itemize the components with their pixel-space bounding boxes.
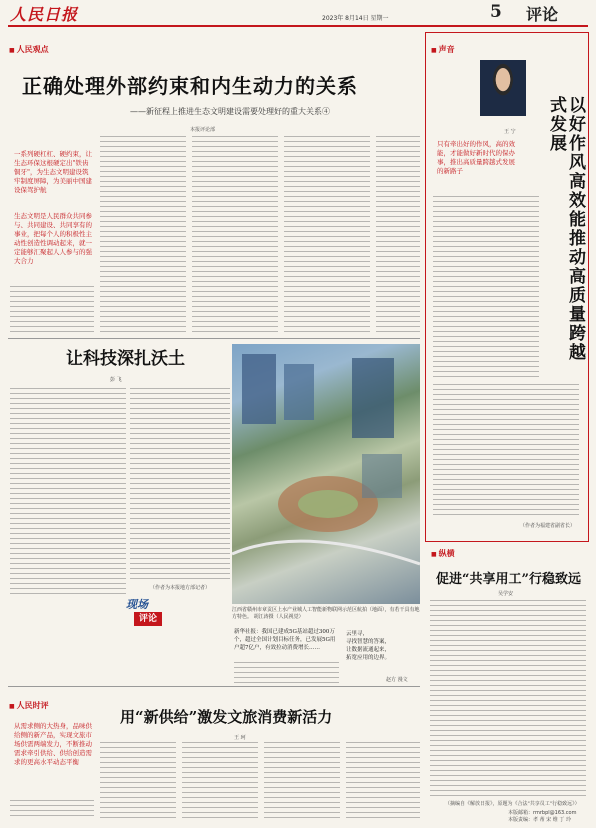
lead-byline: 本报评论部 bbox=[190, 127, 216, 133]
page-name: 评论 bbox=[526, 5, 559, 24]
lead-pullquote-2: 生态文明是人民群众共同参与、共同建设、共同享有的事业，把每个人的积极性主动性创造性调动起来，就一定能够汇聚起人人参与的强大合力 bbox=[14, 212, 92, 265]
lead-body-col-4 bbox=[284, 136, 370, 332]
zongheng-signature: （摘编自《解放日报》，原题为《合法"共享员工"行稳致远》） bbox=[445, 801, 580, 807]
section-label-renmin-guandian: ■ 人民观点 bbox=[9, 44, 49, 55]
zongheng-byline: 吴学安 bbox=[498, 591, 514, 597]
column-signature: （作者为福建省副省长） bbox=[520, 523, 576, 529]
xianchang-brief: 新华社报：我国已建成5G基站超过300万个，超过全国计划目标任务，已发展5G用户超7亿户，有效拉动消费增长…… bbox=[234, 629, 336, 651]
lead-body-col-2 bbox=[100, 136, 186, 332]
column-author: 王 宁 bbox=[504, 129, 516, 135]
feature-byline: 彭 飞 bbox=[110, 377, 122, 383]
bottom-body-col-2 bbox=[100, 742, 176, 820]
masthead bbox=[0, 0, 596, 24]
footer-email: 本版邮箱：rmrbpl@163.com bbox=[508, 810, 577, 816]
xianchang-signature: 赵方 漫文 bbox=[386, 677, 408, 683]
lead-body-col-3 bbox=[192, 136, 278, 332]
column-body-top bbox=[433, 196, 539, 378]
poem-line-3: 让数据流通起来， bbox=[346, 647, 391, 653]
zongheng-body bbox=[430, 600, 586, 796]
lead-body-col-1 bbox=[10, 286, 94, 334]
column-title: 以好作风高效能推动高质量跨越式发展 bbox=[546, 96, 585, 362]
section-label-zongheng: ■ 纵横 bbox=[431, 548, 455, 559]
column-body-bottom bbox=[433, 384, 579, 518]
city-buildings-illustration bbox=[232, 344, 420, 604]
masthead-rule bbox=[8, 25, 588, 27]
author-portrait bbox=[480, 60, 526, 116]
bottom-pullquote: 从需求侧的大热身，品味供给侧的新产品，实现文旅市场供需两端发力，不断推动需求牵引供给、供给创造需求的更高水平动态平衡 bbox=[14, 722, 92, 766]
photo-caption bbox=[232, 607, 420, 621]
bottom-body-col-4 bbox=[264, 742, 340, 820]
bottom-body-col-3 bbox=[182, 742, 258, 820]
footer-editors: 本版责编：孝 蒂 宋 维 丁 玲 bbox=[508, 817, 571, 823]
feature-headline: 让科技深扎沃土 bbox=[66, 349, 185, 369]
city-aerial-photo bbox=[232, 344, 420, 604]
page-number: 5 bbox=[490, 2, 502, 22]
xianchang-pinglun-logo bbox=[126, 596, 166, 632]
poem-line-4: 拓宽应用的边界。 bbox=[346, 655, 391, 661]
feature-body-col-1 bbox=[10, 388, 126, 594]
logo-top-text: 现场 bbox=[126, 598, 148, 611]
bottom-section-rule bbox=[8, 686, 420, 687]
photo-caption-credit: 胡江涛摄（人民视觉） bbox=[253, 614, 304, 620]
feature-signature: （作者为本报地方部记者） bbox=[150, 585, 211, 591]
feature-body-col-2 bbox=[130, 388, 230, 582]
lead-headline: 正确处理外部约束和内生动力的关系 bbox=[22, 74, 358, 98]
lead-bottom-rule bbox=[8, 338, 420, 339]
photo-caption-text: 江西省赣州市章贡区上水产业城人工智能新物联网示范区航拍（地面），有若干具有地方特色。 bbox=[232, 607, 420, 620]
xianchang-brief-body bbox=[234, 662, 339, 684]
zongheng-headline: 促进“共享用工”行稳致远 bbox=[436, 572, 581, 587]
lead-pullquote-1: 一系列硬杠杠、硬约束，让生态环保这根硬定出"铁齿铜牙"，为生态文明建设筑牢制度屏障，为美丽中国建设保驾护航 bbox=[14, 150, 92, 194]
section-label-renmin-shiping: ■ 人民时评 bbox=[9, 700, 49, 711]
lead-body-col-5 bbox=[376, 136, 420, 332]
poem-line-2: 寻找智慧的答案， bbox=[346, 639, 391, 645]
section-label-shengyin: ■ 声音 bbox=[431, 44, 455, 55]
lead-subheadline: ——新征程上推进生态文明建设需要处理好的重大关系④ bbox=[130, 107, 330, 116]
xianchang-poem bbox=[346, 630, 420, 662]
logo-bottom-text: 评论 bbox=[134, 612, 162, 626]
poem-line-1: 云里寻， bbox=[346, 631, 369, 637]
column-pullquote: 只有牵出好的作风，高的效能，才能做好新时代的保办事，推出高质量跨越式发展的新路子 bbox=[437, 140, 515, 175]
bottom-headline: 用“新供给”激发文旅消费新活力 bbox=[120, 708, 333, 726]
bottom-body-col-1 bbox=[10, 800, 94, 820]
bottom-body-col-5 bbox=[346, 742, 420, 820]
issue-date: 2023年 8月14日 星期一 bbox=[322, 15, 389, 22]
bottom-byline: 王 珂 bbox=[234, 735, 246, 741]
newspaper-logo: 人民日报 bbox=[10, 5, 79, 24]
